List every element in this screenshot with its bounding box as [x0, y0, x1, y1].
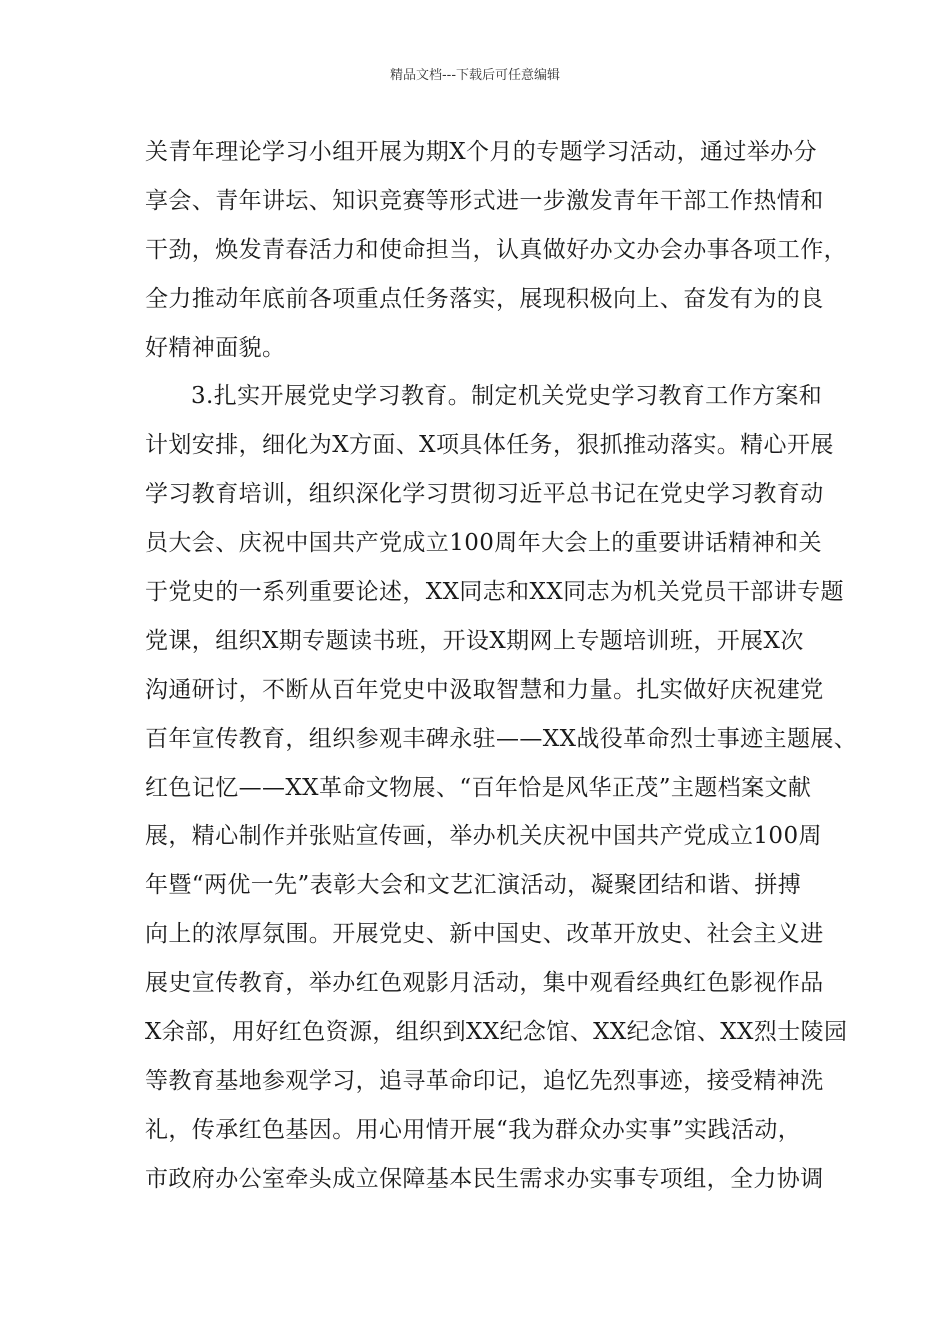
paragraph-line: 礼，传承红色基因。用心用情开展“我为群众办实事”实践活动， [145, 1116, 802, 1143]
paragraph-line: 学习教育培训，组织深化学习贯彻习近平总书记在党史学习教育动 [145, 481, 824, 508]
paragraph-line: 党课，组织X期专题读书班，开设X期网上专题培训班，开展X次 [145, 627, 804, 654]
paragraph-line: 等教育基地参观学习，追寻革命印记，追忆先烈事迹，接受精神洗 [145, 1067, 824, 1094]
paragraph-line: 计划安排，细化为X方面、X项具体任务，狠抓推动落实。精心开展 [145, 432, 834, 459]
paragraph-line: 市政府办公室牵头成立保障基本民生需求办实事专项组，全力协调 [145, 1165, 824, 1192]
paragraph-line: 展史宣传教育，举办红色观影月活动，集中观看经典红色影视作品 [145, 970, 824, 997]
paragraph-line: 关青年理论学习小组开展为期X个月的专题学习活动，通过举办分 [145, 139, 817, 165]
page-header: 精品文档---下载后可任意编辑 [389, 68, 561, 83]
section-heading-line: 3.扎实开展党史学习教育。制定机关党史学习教育工作方案和 [191, 383, 823, 410]
paragraph-line: 于党史的一系列重要论述，XX同志和XX同志为机关党员干部讲专题 [145, 579, 844, 606]
paragraph-line: 年暨“两优一先”表彰大会和文艺汇演活动，凝聚团结和谐、拼搏 [145, 872, 802, 899]
paragraph-line: 享会、青年讲坛、知识竞赛等形式进一步激发青年干部工作热情和 [145, 187, 824, 214]
paragraph-line: 干劲，焕发青春活力和使命担当，认真做好办文办会办事各项工作， [145, 236, 847, 263]
paragraph-line: 沟通研讨，不断从百年党史中汲取智慧和力量。扎实做好庆祝建党 [145, 676, 824, 703]
paragraph-line: X余部，用好红色资源，组织到XX纪念馆、XX纪念馆、XX烈士陵园 [145, 1019, 848, 1046]
paragraph-line: 红色记忆——XX革命文物展、“百年恰是风华正茂”主题档案文献 [145, 774, 812, 801]
paragraph-line: 全力推动年底前各项重点任务落实，展现积极向上、奋发有为的良 [145, 285, 824, 312]
paragraph-line: 员大会、庆祝中国共产党成立100周年大会上的重要讲话精神和关 [145, 530, 822, 557]
paragraph-line: 向上的浓厚氛围。开展党史、新中国史、改革开放史、社会主义进 [145, 921, 824, 948]
document-body [145, 128, 858, 1204]
paragraph-line: 好精神面貌。 [145, 334, 286, 361]
paragraph-line: 百年宣传教育，组织参观丰碑永驻——XX战役革命烈士事迹主题展、 [145, 725, 858, 752]
paragraph-line: 展，精心制作并张贴宣传画，举办机关庆祝中国共产党成立100周 [145, 823, 822, 850]
